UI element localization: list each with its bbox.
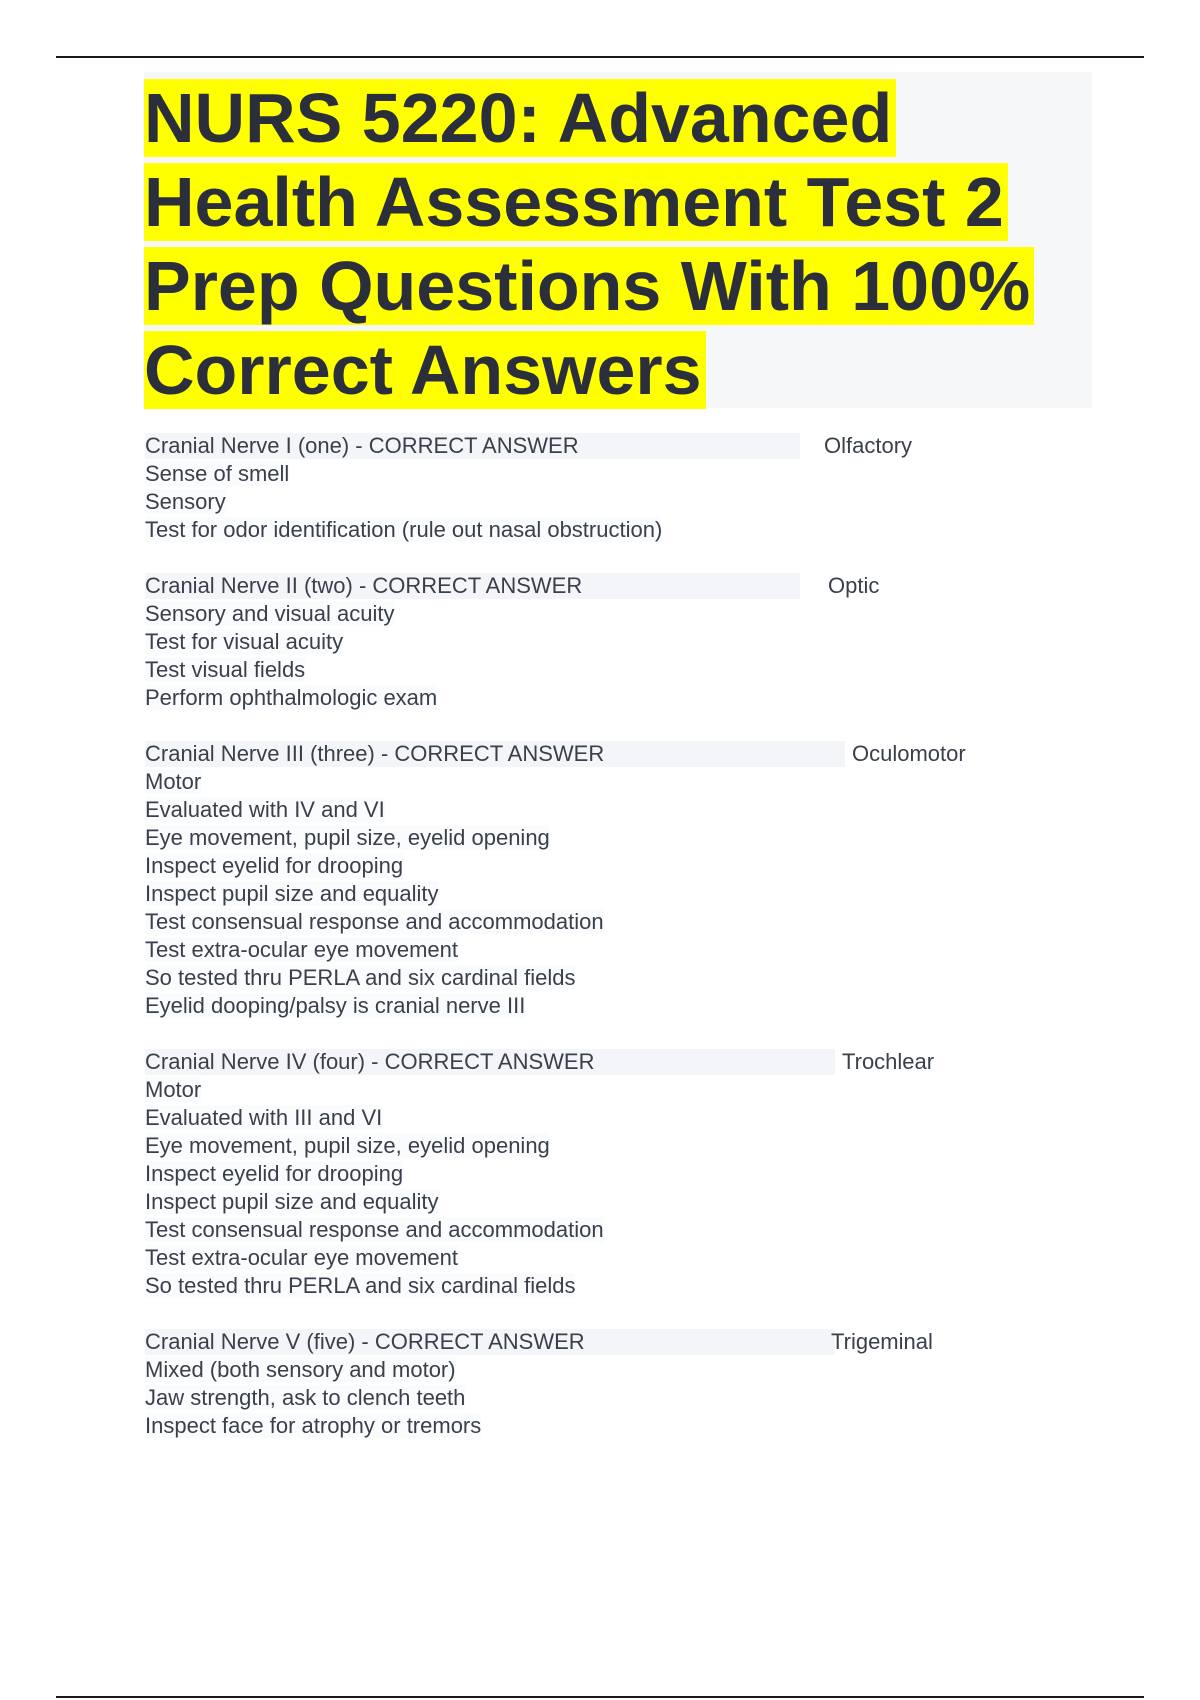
- detail-line: Inspect pupil size and equality: [145, 881, 439, 906]
- detail-line: Test for visual acuity: [145, 629, 344, 654]
- detail-line: Evaluated with III and VI: [145, 1105, 383, 1130]
- detail-line: Mixed (both sensory and motor): [145, 1357, 456, 1382]
- flashcard-3: [145, 740, 1045, 1020]
- detail-line: Test visual fields: [145, 657, 306, 682]
- document-title: [144, 72, 1092, 412]
- document-title-text: NURS 5220: Advanced Health Assessment Test 2 Prep Questions With 100% Correct Answers: [144, 79, 1034, 409]
- flashcard-list: [145, 432, 1045, 1468]
- detail-line: Test extra-ocular eye movement: [145, 937, 459, 962]
- detail-line: Sensory: [145, 489, 226, 514]
- question-row: [145, 1328, 1045, 1356]
- answer-text: Trochlear: [842, 1049, 935, 1074]
- detail-line: Eyelid dooping/palsy is cranial nerve III: [145, 993, 526, 1018]
- bottom-rule: [56, 1696, 1144, 1698]
- top-rule: [56, 56, 1144, 58]
- question-row: [145, 1048, 1045, 1076]
- detail-line: So tested thru PERLA and six cardinal fields: [145, 965, 576, 990]
- question-text: Cranial Nerve II (two) - CORRECT ANSWER: [145, 573, 583, 598]
- flashcard-5: [145, 1328, 1045, 1440]
- question-row: [145, 432, 1045, 460]
- answer-text: Olfactory: [824, 433, 913, 458]
- detail-line: Inspect eyelid for drooping: [145, 1161, 404, 1186]
- question-text: Cranial Nerve V (five) - CORRECT ANSWER: [145, 1329, 585, 1354]
- question-row: [145, 740, 1045, 768]
- flashcard-4: [145, 1048, 1045, 1300]
- detail-line: Test extra-ocular eye movement: [145, 1245, 459, 1270]
- answer-text: Trigeminal: [831, 1329, 933, 1354]
- detail-line: Test consensual response and accommodation: [145, 909, 604, 934]
- detail-line: Sense of smell: [145, 461, 290, 486]
- detail-line: So tested thru PERLA and six cardinal fields: [145, 1273, 576, 1298]
- detail-line: Jaw strength, ask to clench teeth: [145, 1385, 466, 1410]
- question-text: Cranial Nerve IV (four) - CORRECT ANSWER: [145, 1049, 595, 1074]
- detail-line: Motor: [145, 769, 202, 794]
- answer-text: Oculomotor: [852, 741, 966, 766]
- question-row: [145, 572, 1045, 600]
- detail-line: Perform ophthalmologic exam: [145, 685, 438, 710]
- question-text: Cranial Nerve I (one) - CORRECT ANSWER: [145, 433, 579, 458]
- detail-line: Sensory and visual acuity: [145, 601, 395, 626]
- detail-line: Inspect pupil size and equality: [145, 1189, 439, 1214]
- detail-line: Test for odor identification (rule out nasal obstruction): [145, 517, 663, 542]
- detail-line: Evaluated with IV and VI: [145, 797, 385, 822]
- flashcard-1: [145, 432, 1045, 544]
- title-block: [144, 72, 1092, 408]
- detail-line: Test consensual response and accommodation: [145, 1217, 604, 1242]
- detail-line: Inspect eyelid for drooping: [145, 853, 404, 878]
- detail-line: Inspect face for atrophy or tremors: [145, 1413, 482, 1438]
- flashcard-2: [145, 572, 1045, 712]
- detail-line: Eye movement, pupil size, eyelid opening: [145, 825, 550, 850]
- question-text: Cranial Nerve III (three) - CORRECT ANSWER: [145, 741, 605, 766]
- answer-text: Optic: [828, 573, 880, 598]
- detail-line: Motor: [145, 1077, 202, 1102]
- detail-line: Eye movement, pupil size, eyelid opening: [145, 1133, 550, 1158]
